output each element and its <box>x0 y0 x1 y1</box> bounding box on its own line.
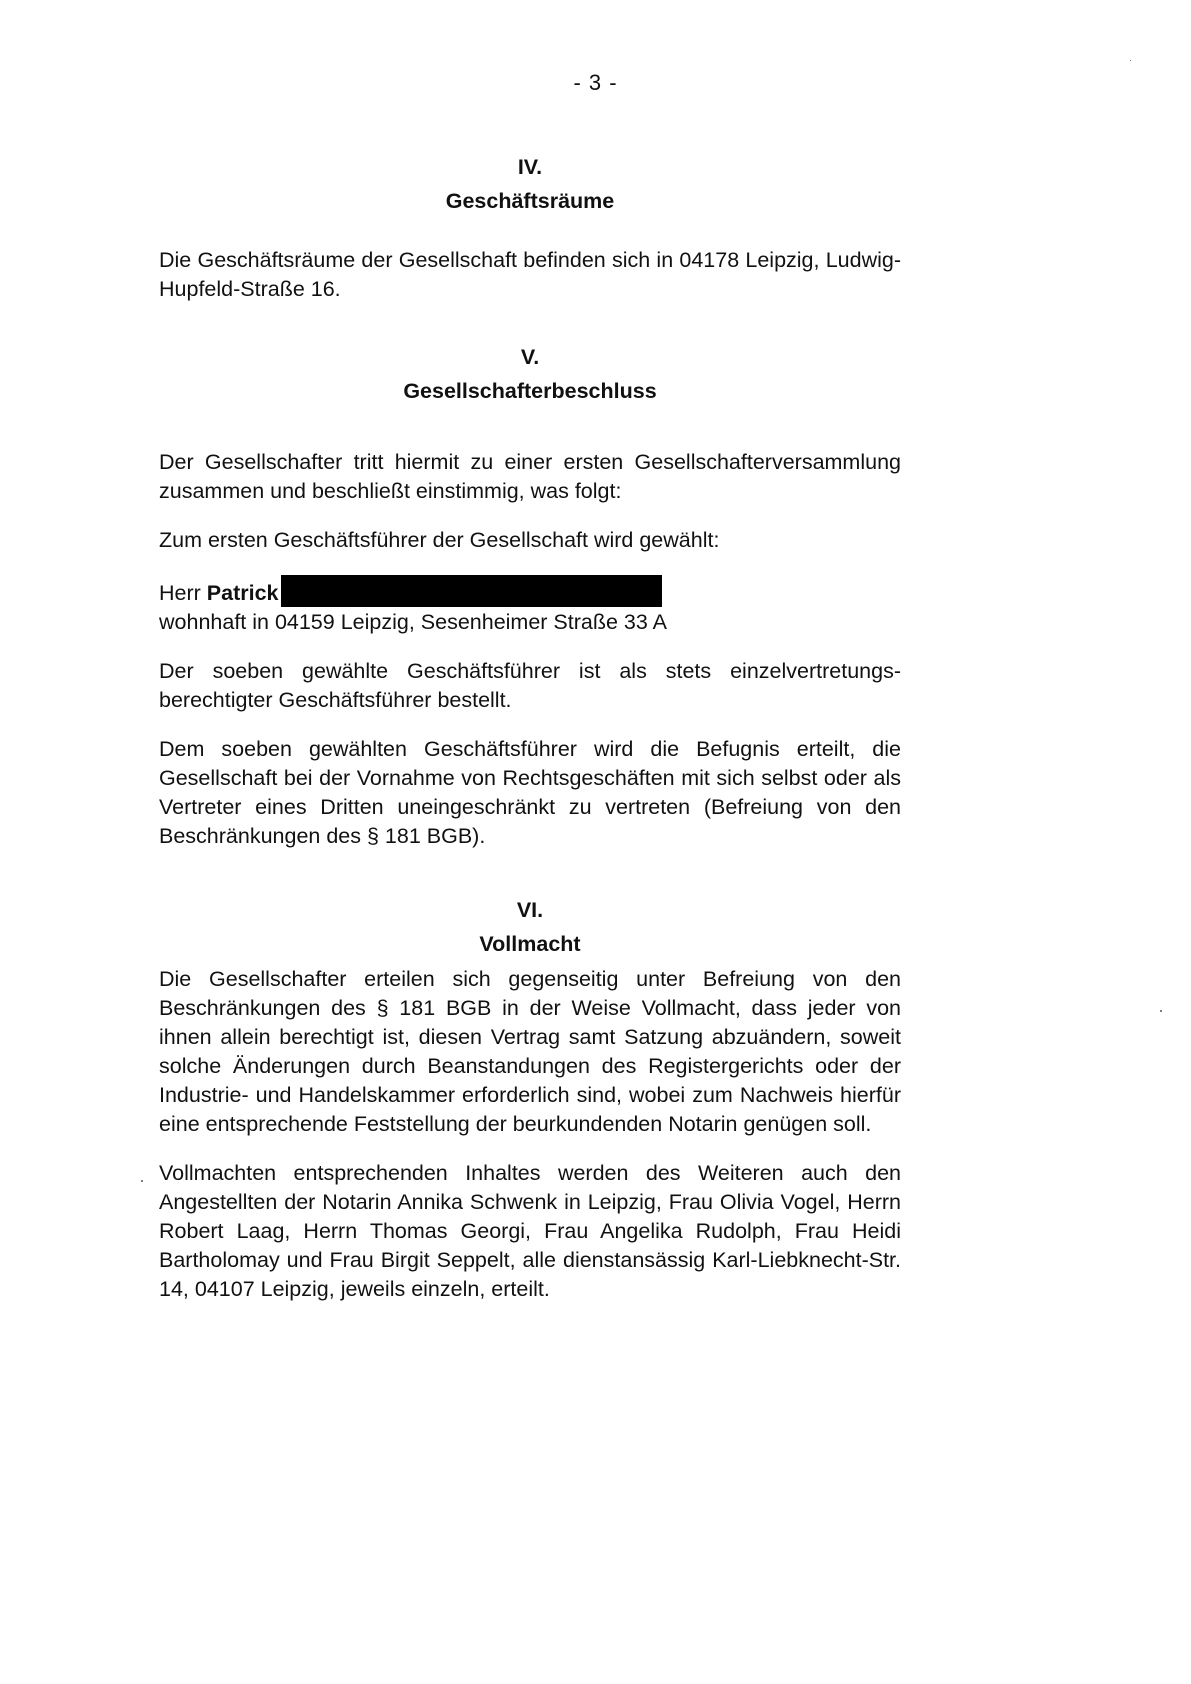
section-iv-numeral: IV. <box>517 155 543 179</box>
section-v-title: Gesellschafterbeschluss <box>403 379 657 403</box>
section-vi-numeral: VI. <box>516 898 544 922</box>
section-iv-title: Geschäftsräume <box>445 189 615 213</box>
scan-speck <box>1160 1010 1162 1012</box>
section-v-paragraph-3: Der soeben gewählte Geschäftsführer ist als stets einzelvertretungsberechtigter Geschäftsführer bestellt. <box>159 659 901 712</box>
redaction-bar <box>281 575 662 607</box>
section-vi-title: Vollmacht <box>479 932 581 956</box>
appointee-address: wohnhaft in 04159 Leipzig, Sesenheimer Straße 33 A <box>159 610 667 634</box>
appointee-first-name: Patrick <box>206 581 279 605</box>
section-iv-paragraph: Die Geschäftsräume der Gesellschaft befinden sich in 04178 Leipzig, Ludwig-Hupfeld-Straße 16. <box>159 248 901 301</box>
section-iv <box>159 150 901 304</box>
section-v-paragraph-4: Dem soeben gewählten Geschäftsführer wird die Befugnis erteilt, die Gesellschaft bei der Vornahme von Rechtsgeschäften mit sich selbst oder als Vertreter eines Dritten uneingeschränkt zu vertreten (Befreiung von den Beschränkungen des § 181 BGB). <box>159 737 901 848</box>
document-body <box>159 150 901 1304</box>
section-vi <box>159 893 901 1304</box>
section-v-paragraph-2: Zum ersten Geschäftsführer der Gesellschaft wird gewählt: <box>159 528 720 552</box>
appointee-block <box>159 575 901 637</box>
section-vi-paragraph-2: Vollmachten entsprechenden Inhaltes werden des Weiteren auch den Angestellten der Notarin Annika Schwenk in Leipzig, Frau Olivia Vogel, Herrn Robert Laag, Herrn Thomas Georgi, Frau Angelika Rudolph, Frau Heidi Bartholomay und Frau Birgit Seppelt, alle dienstansässig Karl-Liebknecht-Str. 14, 04107 Leipzig, jeweils einzeln, erteilt. <box>159 1161 901 1301</box>
appointee-name-line <box>159 575 901 608</box>
scan-speck <box>141 1180 143 1182</box>
section-v <box>159 340 901 851</box>
scan-speck <box>1130 60 1131 61</box>
page-number: - 3 - <box>573 70 618 95</box>
section-v-paragraph-1: Der Gesellschafter tritt hiermit zu einer ersten Gesellschafterversammlung zusammen und beschließt einstimmig, was folgt: <box>159 450 901 503</box>
appointee-salutation: Herr <box>159 581 201 605</box>
section-vi-paragraph-1: Die Gesellschafter erteilen sich gegenseitig unter Befreiung von den Beschränkungen des § 181 BGB in der Weise Vollmacht, dass jeder von ihnen allein berechtigt ist, diesen Vertrag samt Satzung abzuändern, soweit solche Änderungen durch Beanstandungen des Registergerichts oder der Industrie- und Handelskammer erforderlich sind, wobei zum Nachweis hierfür eine entsprechende Feststellung der beurkundenden Notarin genügen soll. <box>159 967 901 1136</box>
section-v-numeral: V. <box>520 345 540 369</box>
